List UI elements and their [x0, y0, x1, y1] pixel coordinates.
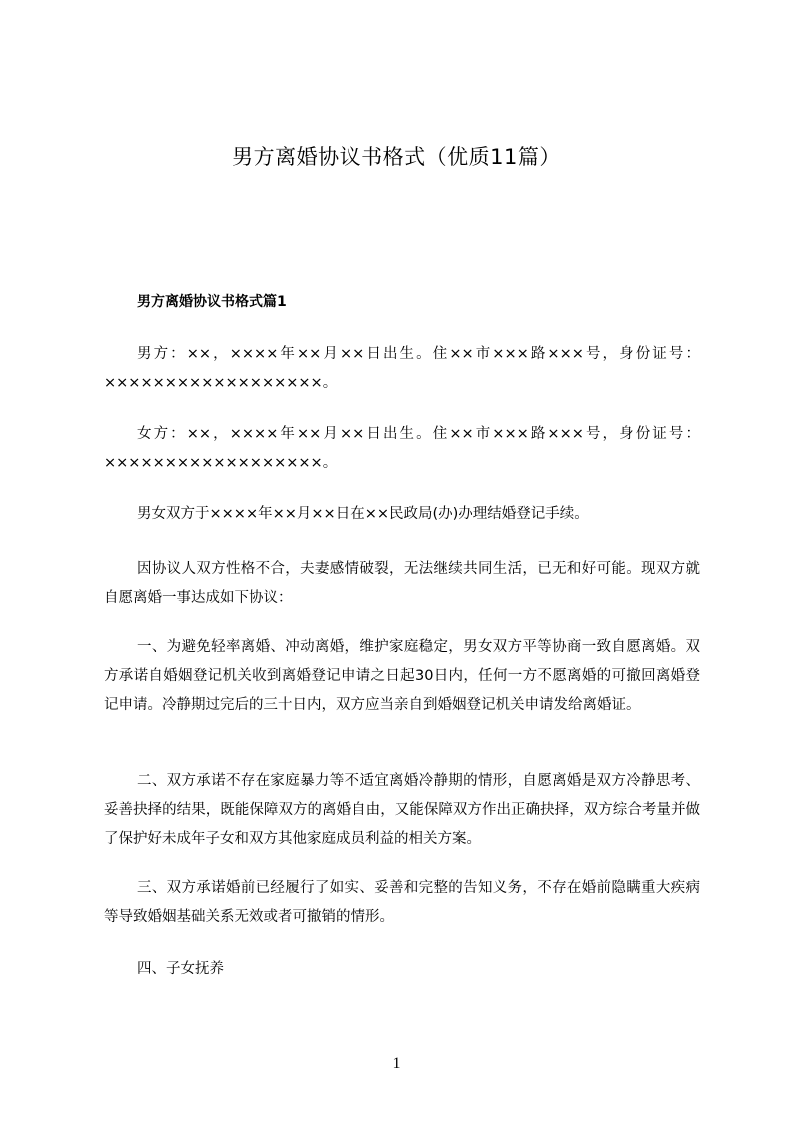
paragraph-divorce-reason: 因协议人双方性格不合，夫妻感情破裂，无法继续共同生活，已无和好可能。现双方就自愿离婚一事达成如下协议： — [104, 561, 700, 606]
paragraph-clause-4-heading: 四、子女抚养 — [137, 961, 224, 977]
paragraph-marriage-registration: 男女双方于××××年××月××日在××民政局(办)办理结婚登记手续。 — [137, 506, 589, 522]
paragraph-clause-1: 一、为避免轻率离婚、冲动离婚，维护家庭稳定，男女双方平等协商一致自愿离婚。双方承诺自婚姻登记机关收到离婚登记申请之日起30日内，任何一方不愿离婚的可撤回离婚登记申请。冷静期过完后的三十日内，双方应当亲自到婚姻登记机关申请发给离婚证。 — [104, 639, 700, 713]
page-number: 1 — [392, 1055, 401, 1072]
page-title: 男方离婚协议书格式（优质11篇） — [232, 145, 561, 169]
paragraph-wife-info: 女方：××，××××年××月××日出生。住××市×××路×××号，身份证号：××××××××××××××××××。 — [104, 426, 700, 471]
section-heading: 男方离婚协议书格式篇1 — [137, 294, 287, 310]
paragraph-husband-info: 男方：××，××××年××月××日出生。住××市×××路×××号，身份证号：××××××××××××××××××。 — [104, 346, 700, 391]
paragraph-clause-2: 二、双方承诺不存在家庭暴力等不适宜离婚冷静期的情形，自愿离婚是双方冷静思考、妥善抉择的结果，既能保障双方的离婚自由，又能保障双方作出正确抉择，双方综合考量并做了保护好未成年子女和双方其他家庭成员利益的相关方案。 — [104, 773, 700, 847]
paragraph-clause-3: 三、双方承诺婚前已经履行了如实、妥善和完整的告知义务，不存在婚前隐瞒重大疾病等导致婚姻基础关系无效或者可撤销的情形。 — [104, 880, 700, 925]
